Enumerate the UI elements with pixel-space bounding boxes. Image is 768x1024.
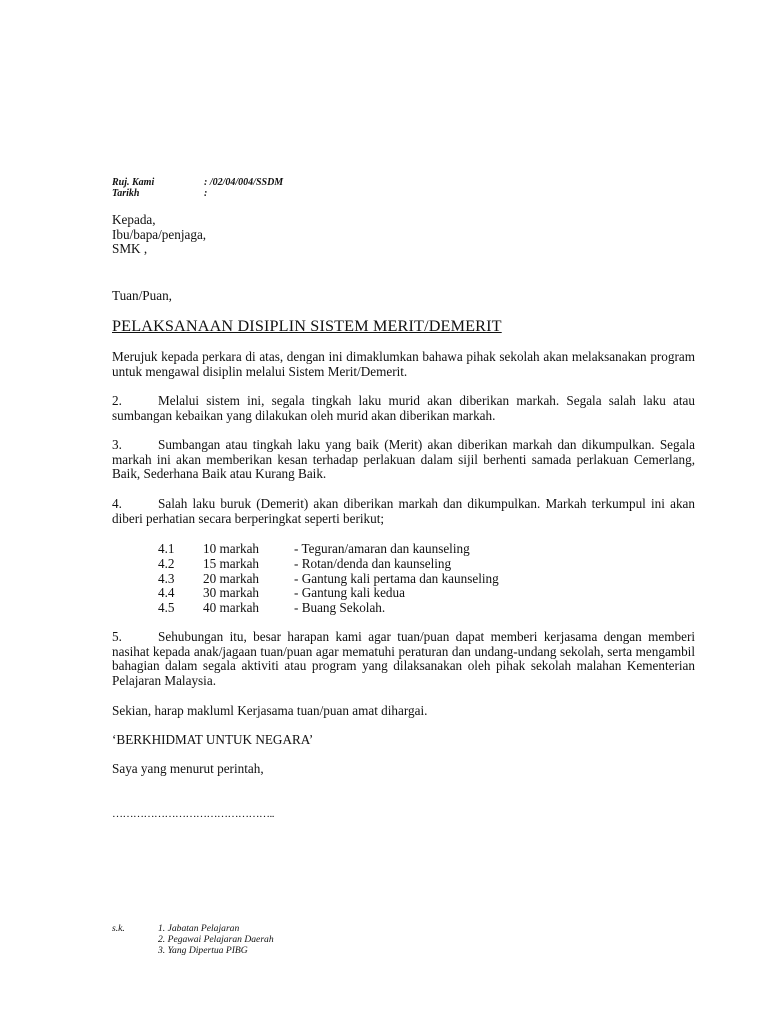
list-item-code: 4.4 [158, 585, 175, 601]
cc-item: 1. Jabatan Pelajaran [158, 923, 240, 934]
paragraph-2 [112, 394, 695, 423]
intro-paragraph: Merujuk kepada perkara di atas, dengan ini dimaklumkan bahawa pihak sekolah akan melaksanakan program untuk mengawal disiplin melalui Sistem Merit/Demerit. [112, 349, 695, 379]
ref-row-ruj [112, 177, 283, 188]
demerit-list [158, 542, 499, 616]
list-item-code: 4.5 [158, 600, 175, 616]
ref-row-tarikh [112, 188, 283, 199]
list-item-action: - Gantung kali kedua [294, 585, 405, 601]
cc-label: s.k. [112, 923, 125, 934]
list-item [158, 586, 499, 601]
list-item-action: - Gantung kali pertama dan kaunseling [294, 570, 499, 586]
list-item-marks: 15 markah [203, 555, 260, 571]
list-item-marks: 40 markah [203, 600, 260, 616]
list-item-action: - Rotan/denda dan kaunseling [294, 555, 452, 571]
address-line: Ibu/bapa/penjaga, [112, 226, 207, 242]
paragraph-3 [112, 438, 695, 482]
date-label: Tarikh [112, 188, 140, 199]
list-item-code: 4.3 [158, 570, 175, 586]
recipient-address [112, 213, 206, 257]
cc-row [112, 945, 274, 956]
carbon-copy-block [112, 923, 274, 956]
list-item-code: 4.1 [158, 541, 175, 556]
reference-block [112, 177, 283, 199]
paragraph-5 [112, 630, 695, 688]
list-item-marks: 20 markah [203, 570, 260, 586]
date-value: : [204, 188, 208, 199]
signature-line: ……………………………………….. [112, 808, 274, 820]
closing-line: Sekian, harap makluml Kerjasama tuan/puan amat dihargai. [112, 703, 428, 718]
paragraph-4 [112, 497, 695, 526]
list-item-action: - Buang Sekolah. [294, 600, 386, 616]
list-item-marks: 30 markah [203, 585, 260, 601]
cc-item: 3. Yang Dipertua PIBG [158, 945, 248, 956]
list-item [158, 542, 499, 557]
address-line: SMK , [112, 241, 148, 257]
paragraph-number: 4. [112, 496, 122, 511]
cc-row [112, 923, 274, 934]
paragraph-number: 3. [112, 437, 122, 452]
list-item-code: 4.2 [158, 555, 175, 571]
address-line: Kepada, [112, 212, 156, 227]
sign-off: Saya yang menurut perintah, [112, 761, 264, 776]
paragraph-text: Sumbangan atau tingkah laku yang baik (Merit) akan diberikan markah dan dikumpulkan. Segala markah ini akan memberikan kesan terhadap perlakuan dalam sijil berhenti samada perlakuan Cemerlang, Baik, Sederhana Baik atau Kurang Baik. [112, 437, 695, 482]
salutation: Tuan/Puan, [112, 288, 172, 303]
motto: ‘BERKHIDMAT UNTUK NEGARA’ [112, 732, 314, 747]
cc-row [112, 934, 274, 945]
paragraph-number: 5. [112, 629, 122, 644]
ref-label: Ruj. Kami [112, 177, 155, 188]
list-item [158, 601, 499, 616]
paragraph-text: Sehubungan itu, besar harapan kami agar tuan/puan dapat memberi kerjasama dengan memberi nasihat kepada anak/jagaan tuan/puan agar mematuhi peraturan dan undang-undang sekolah, serta mengambil bahagian dalam segala aktiviti atau program yang dilaksanakan oleh pihak sekolah malahan Kementerian Pelajaran Malaysia. [112, 629, 695, 688]
cc-item: 2. Pegawai Pelajaran Daerah [158, 934, 274, 945]
list-item-action: - Teguran/amaran dan kaunseling [294, 541, 470, 556]
list-item [158, 557, 499, 572]
list-item [158, 572, 499, 587]
ref-value: : /02/04/004/SSDM [204, 177, 284, 188]
paragraph-text: Melalui sistem ini, segala tingkah laku murid akan diberikan markah. Segala salah laku atau sumbangan kebaikan yang dilakukan oleh murid akan diberikan markah. [112, 393, 695, 423]
letter-title: PELAKSANAAN DISIPLIN SISTEM MERIT/DEMERIT [112, 317, 502, 335]
list-item-marks: 10 markah [203, 541, 260, 556]
paragraph-text: Salah laku buruk (Demerit) akan diberikan markah dan dikumpulkan. Markah terkumpul ini akan diberi perhatian secara berperingkat seperti berikut; [112, 496, 695, 526]
paragraph-number: 2. [112, 393, 122, 408]
